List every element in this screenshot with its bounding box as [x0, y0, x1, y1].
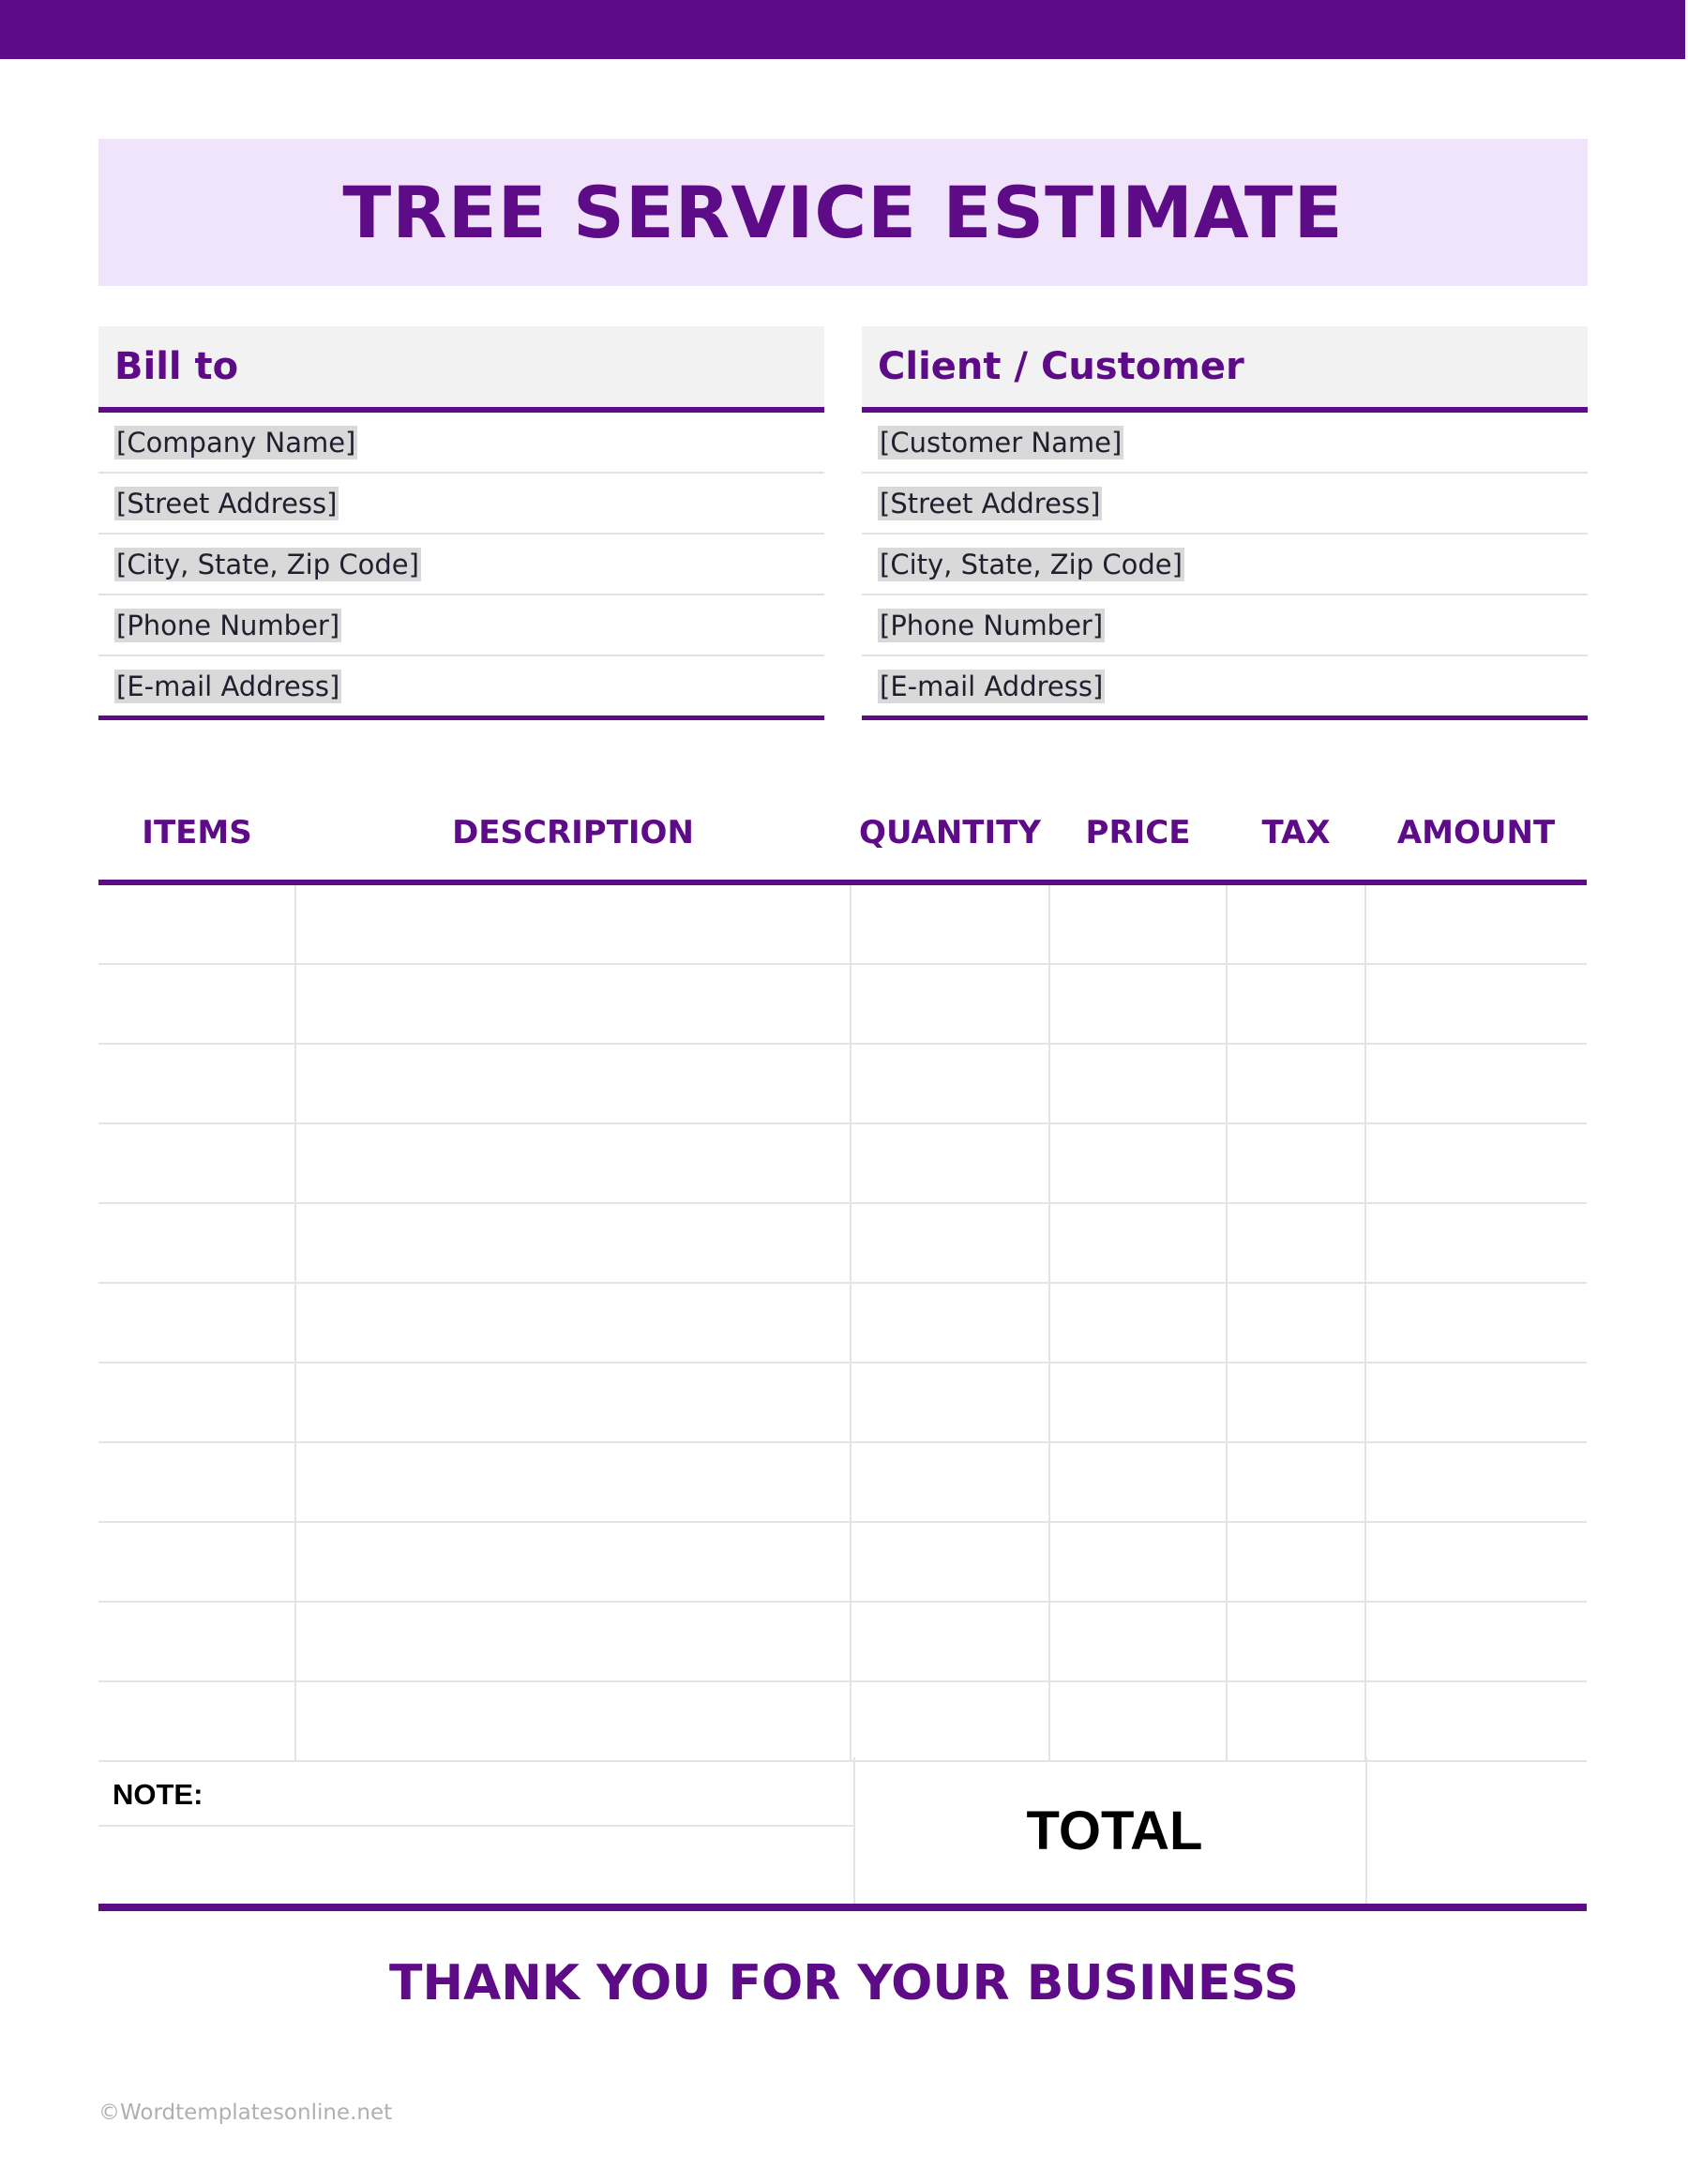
- tax-cell[interactable]: [1227, 1044, 1365, 1123]
- bill-to-city-row[interactable]: [98, 535, 824, 595]
- tax-cell[interactable]: [1227, 1522, 1365, 1602]
- item-cell[interactable]: [98, 1044, 295, 1123]
- price-cell[interactable]: [1049, 1203, 1227, 1283]
- bill-to-phone-row[interactable]: [98, 595, 824, 656]
- bill-to-company-field[interactable]: [Company Name]: [116, 426, 356, 459]
- client-email-field[interactable]: [E-mail Address]: [880, 670, 1104, 702]
- client-street-row[interactable]: [862, 474, 1588, 535]
- price-cell[interactable]: [1049, 1044, 1227, 1123]
- amount-cell[interactable]: [1365, 1602, 1587, 1681]
- quantity-cell[interactable]: [851, 1044, 1049, 1123]
- item-cell[interactable]: [98, 1602, 295, 1681]
- column-header-price: PRICE: [1049, 786, 1227, 882]
- amount-cell[interactable]: [1365, 882, 1587, 964]
- table-row: [98, 1363, 1587, 1442]
- table-row: [98, 1522, 1587, 1602]
- description-cell[interactable]: [295, 1602, 851, 1681]
- bill-to-section: [98, 326, 824, 720]
- price-cell[interactable]: [1049, 1681, 1227, 1761]
- client-heading: Client / Customer: [878, 345, 1244, 388]
- amount-cell[interactable]: [1365, 1044, 1587, 1123]
- quantity-cell[interactable]: [851, 1602, 1049, 1681]
- price-cell[interactable]: [1049, 1123, 1227, 1203]
- column-header-items: ITEMS: [98, 786, 295, 882]
- description-cell[interactable]: [295, 1044, 851, 1123]
- amount-cell[interactable]: [1365, 1363, 1587, 1442]
- quantity-cell[interactable]: [851, 1442, 1049, 1522]
- quantity-cell[interactable]: [851, 1363, 1049, 1442]
- note-field[interactable]: [98, 1825, 853, 1827]
- client-phone-row[interactable]: [862, 595, 1588, 656]
- item-cell[interactable]: [98, 1123, 295, 1203]
- note-label: NOTE:: [113, 1778, 203, 1811]
- table-row: [98, 1602, 1587, 1681]
- client-section: [862, 326, 1588, 720]
- item-cell[interactable]: [98, 964, 295, 1044]
- description-cell[interactable]: [295, 1681, 851, 1761]
- amount-cell[interactable]: [1365, 1203, 1587, 1283]
- quantity-cell[interactable]: [851, 1283, 1049, 1363]
- item-cell[interactable]: [98, 1442, 295, 1522]
- tax-cell[interactable]: [1227, 1602, 1365, 1681]
- client-city-row[interactable]: [862, 535, 1588, 595]
- price-cell[interactable]: [1049, 1363, 1227, 1442]
- column-header-amount: AMOUNT: [1365, 786, 1587, 882]
- description-cell[interactable]: [295, 1363, 851, 1442]
- top-accent-bar: [0, 0, 1685, 59]
- item-cell[interactable]: [98, 1522, 295, 1602]
- item-cell[interactable]: [98, 1203, 295, 1283]
- bill-to-email-row[interactable]: [98, 656, 824, 720]
- summary-section: [98, 1757, 1587, 1911]
- bill-to-company-row[interactable]: [98, 413, 824, 474]
- item-cell[interactable]: [98, 882, 295, 964]
- bill-to-email-field[interactable]: [E-mail Address]: [116, 670, 340, 702]
- bill-to-street-field[interactable]: [Street Address]: [116, 487, 338, 520]
- price-cell[interactable]: [1049, 1522, 1227, 1602]
- tax-cell[interactable]: [1227, 1681, 1365, 1761]
- table-row: [98, 1123, 1587, 1203]
- description-cell[interactable]: [295, 1203, 851, 1283]
- title-band: [98, 139, 1588, 286]
- items-table: [98, 786, 1587, 1762]
- column-header-quantity: QUANTITY: [851, 786, 1049, 882]
- description-cell[interactable]: [295, 882, 851, 964]
- items-header-row: [98, 786, 1587, 882]
- column-header-tax: TAX: [1227, 786, 1365, 882]
- bill-to-header: [98, 326, 824, 413]
- price-cell[interactable]: [1049, 1442, 1227, 1522]
- bill-to-city-field[interactable]: [City, State, Zip Code]: [116, 548, 419, 580]
- quantity-cell[interactable]: [851, 1681, 1049, 1761]
- bill-to-phone-field[interactable]: [Phone Number]: [116, 609, 340, 641]
- amount-cell[interactable]: [1365, 1442, 1587, 1522]
- description-cell[interactable]: [295, 1442, 851, 1522]
- description-cell[interactable]: [295, 1123, 851, 1203]
- amount-cell[interactable]: [1365, 1283, 1587, 1363]
- client-phone-field[interactable]: [Phone Number]: [880, 609, 1104, 641]
- description-cell[interactable]: [295, 1283, 851, 1363]
- quantity-cell[interactable]: [851, 964, 1049, 1044]
- price-cell[interactable]: [1049, 1283, 1227, 1363]
- tax-cell[interactable]: [1227, 1363, 1365, 1442]
- quantity-cell[interactable]: [851, 1203, 1049, 1283]
- client-name-field[interactable]: [Customer Name]: [880, 426, 1123, 459]
- total-label: TOTAL: [1026, 1800, 1203, 1861]
- description-cell[interactable]: [295, 964, 851, 1044]
- amount-cell[interactable]: [1365, 1681, 1587, 1761]
- amount-cell[interactable]: [1365, 1123, 1587, 1203]
- item-cell[interactable]: [98, 1681, 295, 1761]
- thank-you-message: THANK YOU FOR YOUR BUSINESS: [389, 1955, 1299, 2011]
- table-row: [98, 1681, 1587, 1761]
- quantity-cell[interactable]: [851, 1522, 1049, 1602]
- table-row: [98, 1442, 1587, 1522]
- item-cell[interactable]: [98, 1283, 295, 1363]
- table-row: [98, 1044, 1587, 1123]
- table-row: [98, 1203, 1587, 1283]
- client-street-field[interactable]: [Street Address]: [880, 487, 1101, 520]
- quantity-cell[interactable]: [851, 882, 1049, 964]
- copyright-credit: ©Wordtemplatesonline.net: [98, 2101, 393, 2125]
- item-cell[interactable]: [98, 1363, 295, 1442]
- price-cell[interactable]: [1049, 882, 1227, 964]
- tax-cell[interactable]: [1227, 1203, 1365, 1283]
- bill-to-street-row[interactable]: [98, 474, 824, 535]
- table-row: [98, 964, 1587, 1044]
- client-header: [862, 326, 1588, 413]
- price-cell[interactable]: [1049, 964, 1227, 1044]
- price-cell[interactable]: [1049, 1602, 1227, 1681]
- amount-cell[interactable]: [1365, 1522, 1587, 1602]
- tax-cell[interactable]: [1227, 1123, 1365, 1203]
- column-header-description: DESCRIPTION: [295, 786, 851, 882]
- bill-to-heading: Bill to: [114, 345, 239, 388]
- amount-cell[interactable]: [1365, 964, 1587, 1044]
- document-title: TREE SERVICE ESTIMATE: [342, 171, 1344, 254]
- tax-cell[interactable]: [1227, 964, 1365, 1044]
- client-city-field[interactable]: [City, State, Zip Code]: [880, 548, 1183, 580]
- table-row: [98, 1283, 1587, 1363]
- tax-cell[interactable]: [1227, 1283, 1365, 1363]
- table-row: [98, 882, 1587, 964]
- quantity-cell[interactable]: [851, 1123, 1049, 1203]
- client-name-row[interactable]: [862, 413, 1588, 474]
- description-cell[interactable]: [295, 1522, 851, 1602]
- tax-cell[interactable]: [1227, 1442, 1365, 1522]
- tax-cell[interactable]: [1227, 882, 1365, 964]
- client-email-row[interactable]: [862, 656, 1588, 720]
- items-body: [98, 882, 1587, 1761]
